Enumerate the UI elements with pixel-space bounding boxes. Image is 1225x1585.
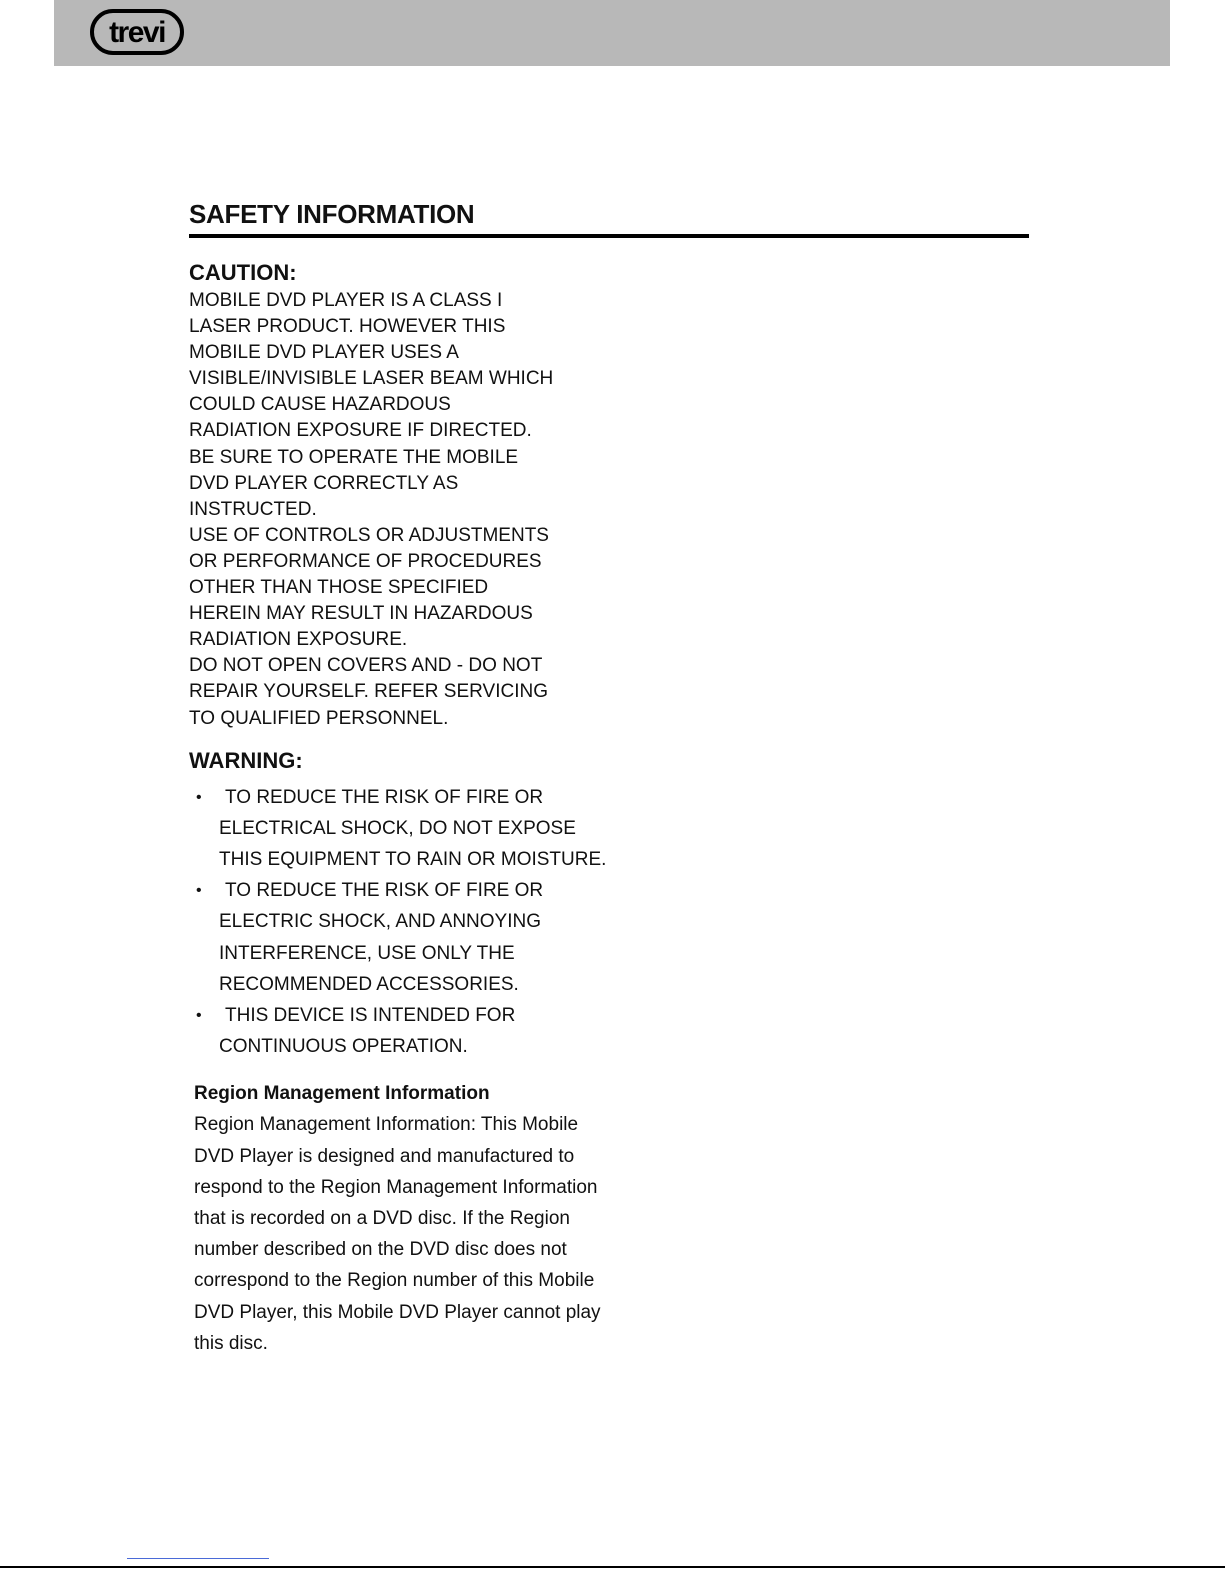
footer-link-underline	[127, 1558, 269, 1559]
caution-line: DO NOT OPEN COVERS AND - DO NOT	[189, 655, 543, 677]
caution-line: OR PERFORMANCE OF PROCEDURES	[189, 550, 542, 572]
list-item	[189, 782, 609, 876]
warning-item-text: TO REDUCE THE RISK OF FIRE OR ELECTRICAL SHOCK, DO NOT EXPOSE THIS EQUIPMENT TO RAIN OR MOISTURE.	[219, 786, 607, 870]
bullet-icon: •	[196, 1007, 202, 1025]
bullet-icon: •	[196, 788, 202, 806]
brand-logo-text: trevi	[109, 16, 165, 49]
caution-line: LASER PRODUCT. HOWEVER THIS	[189, 316, 506, 338]
caution-line: RADIATION EXPOSURE.	[189, 629, 408, 651]
caution-line: BE SURE TO OPERATE THE MOBILE	[189, 446, 519, 468]
region-section	[194, 1078, 614, 1359]
region-text: Region Management Information: This Mobile DVD Player is designed and manufactured to respond to the Region Management Information that is recorded on a DVD disc. If the Region number described on the DVD disc does not correspond to the Region number of this Mobile DVD Player, this Mobile DVD Player cannot play this disc.	[194, 1114, 601, 1354]
caution-heading: CAUTION:	[189, 260, 297, 285]
caution-line: MOBILE DVD PLAYER IS A CLASS I	[189, 290, 503, 311]
caution-line: TO QUALIFIED PERSONNEL.	[189, 707, 449, 729]
list-item	[189, 1000, 609, 1062]
caution-line: MOBILE DVD PLAYER USES A	[189, 342, 459, 364]
caution-line: REPAIR YOURSELF. REFER SERVICING	[189, 681, 548, 703]
page-title: SAFETY INFORMATION	[189, 199, 475, 229]
caution-line: COULD CAUSE HAZARDOUS	[189, 394, 451, 416]
warning-item-text: THIS DEVICE IS INTENDED FOR CONTINUOUS OPERATION.	[219, 1005, 516, 1058]
caution-text	[189, 288, 609, 732]
region-heading: Region Management Information	[194, 1083, 490, 1105]
caution-line: INSTRUCTED.	[189, 498, 317, 520]
bottom-border	[0, 1566, 1225, 1568]
warning-heading: WARNING:	[189, 747, 303, 773]
list-item	[189, 875, 609, 1000]
caution-line: DVD PLAYER CORRECTLY AS	[189, 472, 459, 494]
caution-line: USE OF CONTROLS OR ADJUSTMENTS	[189, 524, 549, 546]
caution-line: HEREIN MAY RESULT IN HAZARDOUS	[189, 603, 533, 625]
caution-line: VISIBLE/INVISIBLE LASER BEAM WHICH	[189, 368, 554, 390]
trevi-logo-icon	[90, 8, 184, 56]
warning-item-text: TO REDUCE THE RISK OF FIRE OR ELECTRIC SHOCK, AND ANNOYING INTERFERENCE, USE ONLY THE RECOMMENDED ACCESSORIES.	[219, 880, 544, 995]
warning-section	[189, 746, 1029, 1063]
caution-line: RADIATION EXPOSURE IF DIRECTED.	[189, 420, 532, 442]
caution-section	[189, 258, 1029, 732]
header-bar	[54, 0, 1170, 66]
bullet-icon: •	[196, 882, 202, 900]
warning-list	[189, 782, 609, 1063]
caution-line: OTHER THAN THOSE SPECIFIED	[189, 577, 489, 599]
page-content	[189, 196, 1029, 1359]
title-divider	[189, 234, 1029, 238]
